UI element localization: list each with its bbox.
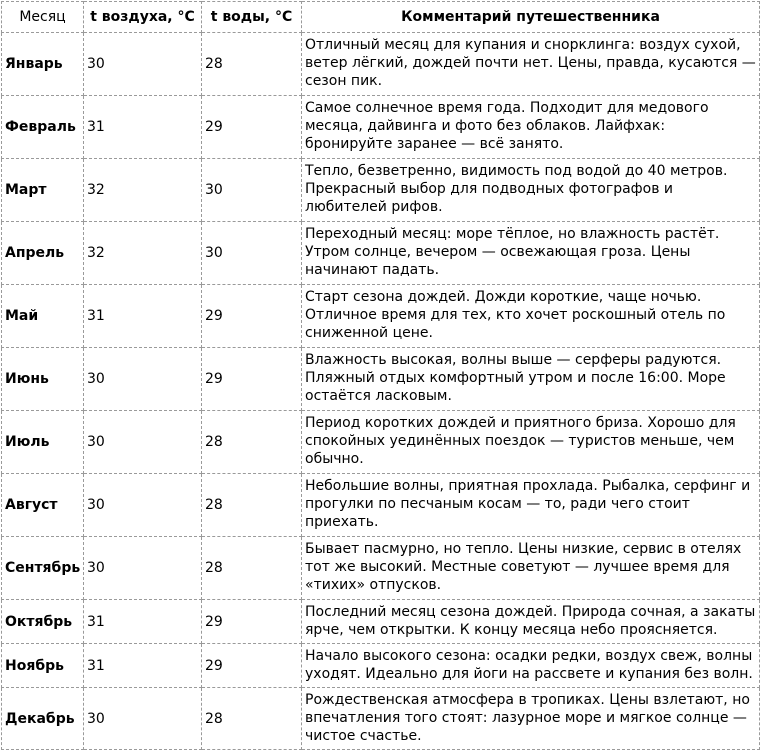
air-temp-cell: 30: [84, 411, 202, 474]
water-temp-cell: 28: [202, 33, 302, 96]
air-temp-cell: 31: [84, 96, 202, 159]
month-cell: Август: [2, 474, 84, 537]
month-cell: Июнь: [2, 348, 84, 411]
air-temp-cell: 31: [84, 600, 202, 644]
comment-cell: Переходный месяц: море тёплое, но влажность растёт. Утром солнце, вечером — освежающая гроза. Цены начинают падать.: [302, 222, 760, 285]
water-temp-cell: 28: [202, 474, 302, 537]
table-row: [2, 644, 760, 688]
comment-cell: Тепло, безветренно, видимость под водой до 40 метров. Прекрасный выбор для подводных фотографов и любителей рифов.: [302, 159, 760, 222]
water-temp-cell: 29: [202, 644, 302, 688]
table-row: [2, 285, 760, 348]
water-temp-cell: 28: [202, 411, 302, 474]
air-temp-cell: 32: [84, 222, 202, 285]
table-row: [2, 600, 760, 644]
comment-cell: Старт сезона дождей. Дожди короткие, чаще ночью. Отличное время для тех, кто хочет роскошный отель по сниженной цене.: [302, 285, 760, 348]
month-cell: Май: [2, 285, 84, 348]
air-temp-cell: 30: [84, 474, 202, 537]
water-temp-cell: 30: [202, 159, 302, 222]
month-cell: Февраль: [2, 96, 84, 159]
comment-cell: Влажность высокая, волны выше — серферы радуются. Пляжный отдых комфортный утром и после 16:00. Море остаётся ласковым.: [302, 348, 760, 411]
table-row: [2, 222, 760, 285]
comment-cell: Рождественская атмосфера в тропиках. Цены взлетают, но впечатления того стоят: лазурное море и мягкое солнце — чистое счастье.: [302, 688, 760, 750]
air-temp-cell: 31: [84, 285, 202, 348]
comment-cell: Последний месяц сезона дождей. Природа сочная, а закаты ярче, чем открытки. К концу месяца небо проясняется.: [302, 600, 760, 644]
header-water-temp: t воды, °C: [202, 2, 302, 33]
water-temp-cell: 29: [202, 285, 302, 348]
month-cell: Апрель: [2, 222, 84, 285]
air-temp-cell: 30: [84, 537, 202, 600]
table-row: [2, 688, 760, 750]
month-cell: Июль: [2, 411, 84, 474]
comment-cell: Период коротких дождей и приятного бриза. Хорошо для спокойных уединённых поездок — туристов меньше, чем обычно.: [302, 411, 760, 474]
air-temp-cell: 30: [84, 348, 202, 411]
month-cell: Январь: [2, 33, 84, 96]
month-cell: Март: [2, 159, 84, 222]
header-row: [2, 2, 760, 33]
month-cell: Сентябрь: [2, 537, 84, 600]
comment-cell: Отличный месяц для купания и снорклинга: воздух сухой, ветер лёгкий, дождей почти нет. Цены, правда, кусаются — сезон пик.: [302, 33, 760, 96]
header-air-temp: t воздуха, °C: [84, 2, 202, 33]
air-temp-cell: 31: [84, 644, 202, 688]
month-cell: Ноябрь: [2, 644, 84, 688]
water-temp-cell: 28: [202, 688, 302, 750]
water-temp-cell: 30: [202, 222, 302, 285]
month-cell: Декабрь: [2, 688, 84, 750]
table-row: [2, 96, 760, 159]
air-temp-cell: 30: [84, 33, 202, 96]
air-temp-cell: 30: [84, 688, 202, 750]
comment-cell: Начало высокого сезона: осадки редки, воздух свеж, волны уходят. Идеально для йоги на рассвете и купания без волн.: [302, 644, 760, 688]
comment-cell: Бывает пасмурно, но тепло. Цены низкие, сервис в отелях тот же высокий. Местные советуют — лучшее время для «тихих» отпусков.: [302, 537, 760, 600]
header-comment: Комментарий путешественника: [302, 2, 760, 33]
table-row: [2, 474, 760, 537]
air-temp-cell: 32: [84, 159, 202, 222]
comment-cell: Небольшие волны, приятная прохлада. Рыбалка, серфинг и прогулки по песчаным косам — то, ради чего стоит приехать.: [302, 474, 760, 537]
table-row: [2, 159, 760, 222]
water-temp-cell: 29: [202, 600, 302, 644]
table-row: [2, 411, 760, 474]
water-temp-cell: 28: [202, 537, 302, 600]
header-month: Месяц: [2, 2, 84, 33]
climate-table: [1, 1, 760, 750]
water-temp-cell: 29: [202, 96, 302, 159]
table-row: [2, 537, 760, 600]
table-row: [2, 348, 760, 411]
comment-cell: Самое солнечное время года. Подходит для медового месяца, дайвинга и фото без облаков. Лайфхак: бронируйте заранее — всё занято.: [302, 96, 760, 159]
month-cell: Октябрь: [2, 600, 84, 644]
water-temp-cell: 29: [202, 348, 302, 411]
table-row: [2, 33, 760, 96]
